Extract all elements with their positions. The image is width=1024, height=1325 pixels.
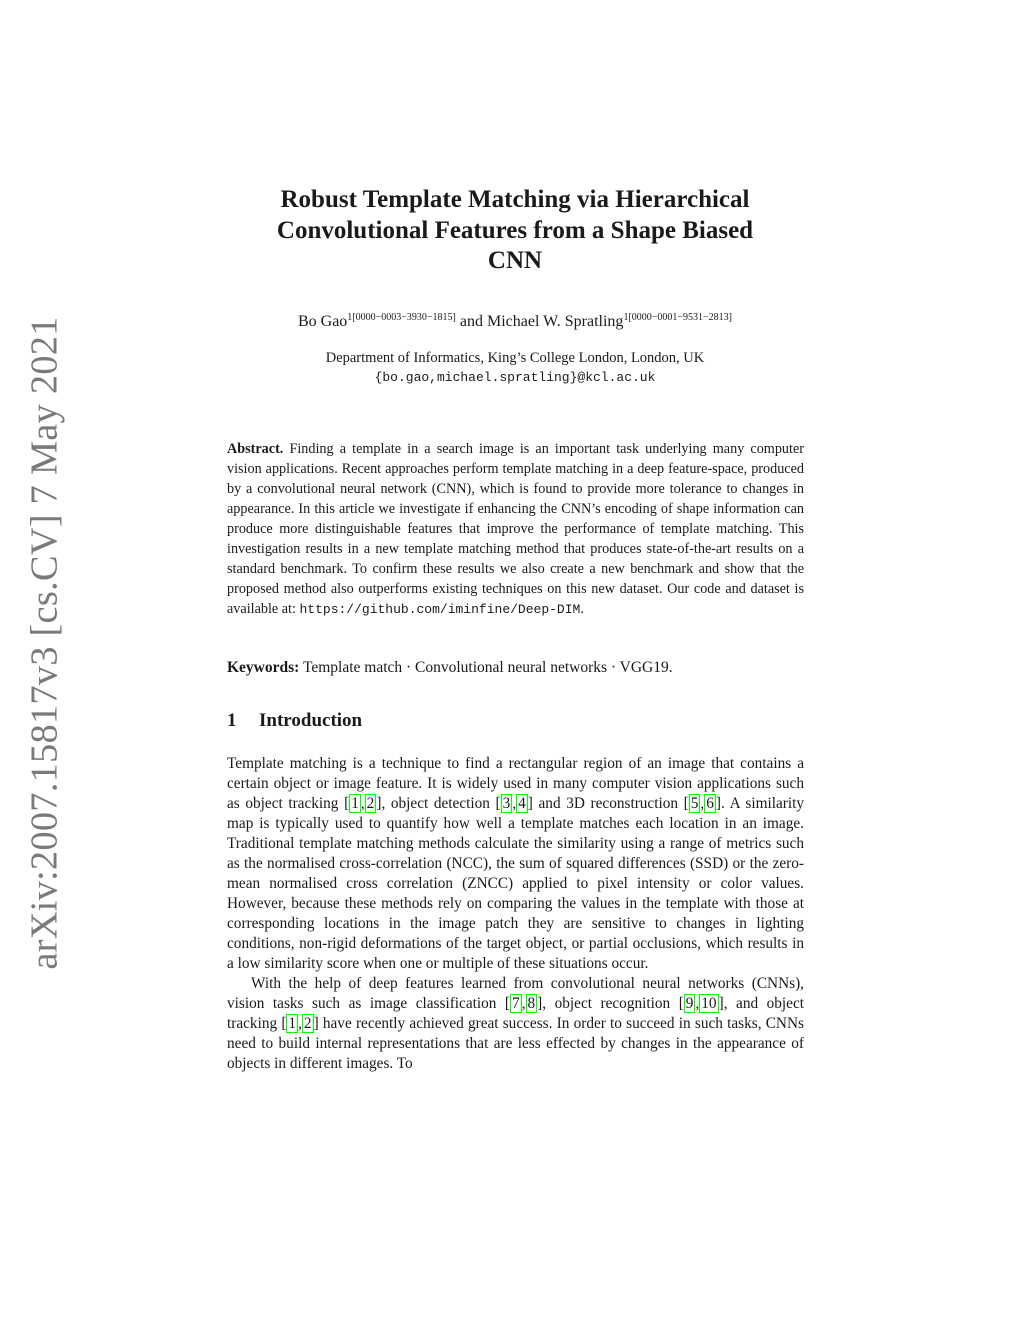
citation-link[interactable]: 5 (690, 795, 699, 812)
section-number: 1 (227, 710, 237, 731)
paragraph: Template matching is a technique to find a rectangular region of an image that contains a certain object or image feature. It is widely used in many computer vision applications such as object tracking [ 1 , 2 ], object detection [ 3 , 4 ] and 3D reconstruction [ 5 , 6 ]. A similarity map is typically used to quantify how well a template matches each location in an image. Traditional template matching methods calculate the similarity using a range of metrics such as the normalised cross-correlation (NCC), the sum of squared differences (SSD) or the zero-mean normalised cross correlation (ZNCC) applied to pixel intensity or color values. However, because these methods rely on comparing the values in the template with those at corresponding locations in the image patch they are sensitive to changes in lighting conditions, non-rigid deformations of the target object, or partial occlusions, which results in a low similarity score when one or multiple of these situations occur. (227, 755, 805, 972)
section-title: Introduction (259, 710, 363, 731)
body-text: and 3D reconstruction (538, 795, 679, 812)
abstract-text: Finding a template in a search image is an important task underlying many computer vision applications. Recent approaches perform template matching in a deep feature-space, produced by a convolutional neural network (CNN), which is found to provide more tolerance to changes in appearance. In this article we investigate if enhancing the CNN’s encoding of shape information can produce more distinguishable features that improve the performance of template matching. This investigation results in a new template matching method that produces state-of-the-art results on a standard benchmark. To confirm these results we also create a new benchmark and show that the proposed method also outperforms existing techniques on this new dataset. Our code and dataset is available at: (227, 441, 804, 617)
code-url-link[interactable]: https://github.com/iminfine/Deep-DIM (299, 602, 581, 617)
section-heading (227, 709, 804, 733)
arxiv-identifier-text: arXiv:2007.15817v3 [cs.CV] 7 May 2021 (24, 315, 66, 970)
arxiv-identifier-stamp (20, 315, 70, 970)
introduction-body (227, 754, 804, 1074)
title-line: CNN (487, 247, 543, 274)
citation-link[interactable]: 9 (685, 995, 694, 1012)
citation-link[interactable]: 1 (351, 795, 359, 812)
paper-title (200, 185, 830, 277)
abstract-end: . (580, 601, 584, 617)
abstract-label: Abstract. (227, 441, 284, 457)
abstract (227, 439, 804, 620)
email-address[interactable]: {bo.gao,michael.spratling}@kcl.ac.uk (374, 370, 656, 385)
body-text: , object detection (381, 795, 490, 812)
body-text: . A similarity map is typically used to quantify how well a template matches each location in an image. Traditional template matching methods calculate the similarity using a range of metrics such as the normalised cross-correlation (NCC), the sum of squared differences (SSD) or the zero-mean normalised cross correlation (ZNCC) applied to pixel intensity or color values. However, because these methods rely on comparing the values in the template with those at corresponding locations in the image patch they are sensitive to changes in lighting conditions, non-rigid deformations of the target object, or partial occlusions, which results in a low similarity score when one or multiple of these situations occur. (227, 795, 805, 972)
author-list (200, 312, 830, 332)
author-conjunction: and (459, 313, 483, 330)
body-text: , and object tracking (227, 995, 805, 1032)
citation-link[interactable]: 4 (518, 795, 526, 812)
paragraph: With the help of deep features learned from convolutional neural networks (CNNs), vision tasks such as image classification [ 7 , 8 ], object recognition [ 9 , 10 ], and object tracking [ 1 , 2 ] have recently achieved great success. In order to succeed in such tasks, CNNs need to build internal representations that are less effected by changes in the appearance of objects in different images. To (227, 975, 805, 1072)
body-text: Template matching is a technique to find a rectangular region of an image that contains a certain object or image feature. It is widely used in many computer vision applications such as object tracking (227, 755, 804, 812)
author-orcid: 1[0000−0003−3930−1815] (347, 312, 456, 323)
affiliation-block (200, 349, 830, 387)
author-name: Michael W. Spratling (487, 313, 624, 330)
keywords-label: Keywords: (227, 659, 300, 676)
citation-link[interactable]: 3 (502, 795, 511, 812)
author-name: Bo Gao (297, 313, 348, 330)
citation-link[interactable]: 7 (512, 995, 520, 1012)
citation-link[interactable]: 2 (303, 1015, 312, 1032)
title-line: Convolutional Features from a Shape Biased (276, 216, 754, 244)
body-text: , object recognition (542, 995, 671, 1012)
affiliation: Department of Informatics, King’s College London, London, UK (325, 350, 705, 366)
body-text: have recently achieved great success. In order to succeed in such tasks, CNNs need to build internal representations that are less effected by changes in the appearance of objects in different images. To (227, 1015, 804, 1072)
author-orcid: 1[0000−0001−9531−2813] (623, 312, 733, 323)
citation-link[interactable]: 10 (701, 995, 717, 1012)
citation-link[interactable]: 2 (366, 795, 375, 812)
citation-link[interactable]: 8 (527, 995, 536, 1012)
body-text: With the help of deep features learned from convolutional neural networks (CNNs), vision tasks such as image classification (227, 975, 804, 1012)
keywords (227, 658, 804, 678)
citation-link[interactable]: 6 (706, 795, 714, 812)
title-line: Robust Template Matching via Hierarchical (280, 186, 750, 213)
keywords-text: Template match · Convolutional neural networks · VGG19. (302, 659, 673, 676)
citation-link[interactable]: 1 (288, 1015, 297, 1032)
